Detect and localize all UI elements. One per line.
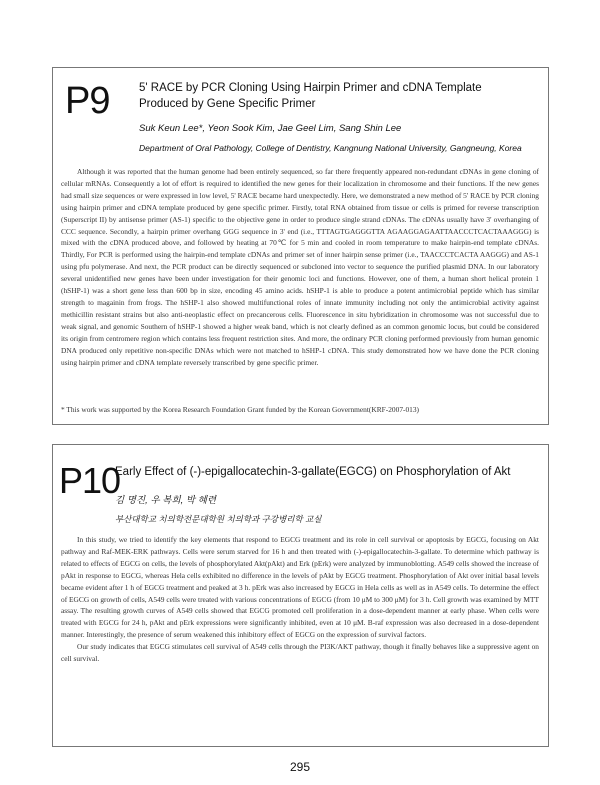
abstract-box-p9: [52, 67, 549, 425]
abstract-affiliation: Department of Oral Pathology, College of Dentistry, Kangnung National University, Gangneung, Korea: [139, 143, 522, 153]
abstract-paragraph: In this study, we tried to identify the key elements that respond to EGCG treatment and its role in cell survival or apoptosis by EGCG, focusing on Akt pathway and Raf-MEK-ERK pathways. Cells were serum starved for 16 h and then treated with (-)-epigallocatechin-3-gallate. To determine which pathway is related to effects of EGCG on cells, the levels of phosphorylated Akt(pAkt) and Erk (pErk) were analyzed by immunoblotting. A549 cells showed the increase of pAkt in response to EGCG, whereas Hela cells exhibited no difference in the levels of pAkt by EGCG treatment. Phosphorylation of Akt over initial basal levels became evident after 1 h of EGCG treatment and peaked at 3 h. pErk was also increased by EGCG in Hela cells as well as in A549 cells. To determine the effect of EGCG on growth of cells, A549 cells were treated with various concentrations of EGCG (from 10 μM to 300 μM) for 3 h. Cell growth was examined by MTT assay. The resulting growth curves of A549 cells showed that EGCG promoted cell proliferation in a dose-dependent manner at early phase. When cells were treated with EGCG for 24 h, pAkt and pErk expressions were significantly inhibited, even at 10 μM. B-raf expression was also decreased in a dose-dependent manner. Interestingly, the presence of serum weakened this inhibitory effect of EGCG on the expression of survival factors.: [61, 535, 539, 640]
abstract-paragraph: Although it was reported that the human genome had been entirely sequenced, so far there frequently appeared non-redundant cDNAs in gene cloning of cellular mRNAs. Consequently a lot of effort is required to identified the new genes for their localization in chromosome and their functions. If the new genes had small size sequences or were expressed in low level, 5' RACE became hard unexpectedly. Here, we demonstrated a new method of 5' RACE by PCR cloning using hairpin primer and cDNA template produced by gene specific primer. Firstly, total RNA obtained from tissue or cells is primed for reverse transcription (Superscript II) by antisense primer (AS-1) specific to the objective gene in order to produce single strand cDNAs. The cDNAs usually have 3' overhanging of CCC sequence. Secondly, a hairpin primer overhang GGG sequence in 3' end (i.e., TTTAGTGAGGGTTA AGAAGGAGAATTAACCCTCACTAAAGGG) is mixed with the cDNA produced above, and followed by heating at 70℃ for 5 min and cooled in room temperature to make hairpin-end template cDNAs. Thirdly, For PCR is performed using the hairpin-end template cDNAs and primer set of inner hairpin sense primer (i.e., TAACCCTCACTA AAGGG) and AS-1 using pfu polymerase. And next, the PCR product can be directly sequenced or subcloned into vector to sequence the purified plasmid DNA. In our laboratory several unidentified new genes have been under investigation for their genomic loci and functions. However, one of them, a human short helical protein 1 (hSHP-1) was a short gene less than 600 bp in size, encoding 45 amino acids. hSHP-1 is able to produce a potent antimicrobial peptide which has similar strength to magainin from frogs. The hSHP-1 also showed multifunctional roles of innate immunity including not only the antimicrobial activity against methicillin resistant strains but also anti-neoplastic effect on precancerous cells. Fluorescence in situ hybridization in chromosome was not successful due to weak signal, and genomic Southern of hSHP-1 showed a higher weak band, which is not clearly defined as an common genomic locus, but could be considered its origin from centromere region which contains less frequent restriction sites. And more, the ordinary PCR cloning performed previously from human genomic DNA produced only repetitive non-specific DNAs which were not matched to hSHP-1 cDNA. This study demonstrated how we have done the PCR cloning using hairpin primer and cDNA template reversely transcribed by gene specific primer.: [61, 167, 539, 367]
abstract-title: 5' RACE by PCR Cloning Using Hairpin Primer and cDNA Template Produced by Gene Specific Primer: [139, 82, 482, 110]
abstract-body: [61, 166, 539, 368]
abstract-body: [61, 534, 539, 665]
abstract-affiliation: 부산대학교 치의학전문대학원 치의학과 구강병리학 교실: [115, 514, 322, 524]
abstract-id: P10: [59, 460, 121, 501]
abstract-authors: 김 명진, 우 복희, 박 혜련: [115, 495, 217, 506]
abstract-paragraph: Our study indicates that EGCG stimulates cell survival of A549 cells through the PI3K/AKT pathway, though it finally behaves like a suppressive agent on cell survival.: [61, 642, 539, 664]
abstract-authors: Suk Keun Lee*, Yeon Sook Kim, Jae Geel Lim, Sang Shin Lee: [139, 123, 402, 134]
abstract-id: P9: [65, 80, 110, 122]
abstract-box-p10: [52, 444, 549, 747]
funding-note: * This work was supported by the Korea Research Foundation Grant funded by the Korean Government(KRF-2007-013): [61, 405, 420, 414]
page-number: 295: [289, 760, 311, 774]
abstract-title: Early Effect of (-)-epigallocatechin-3-gallate(EGCG) on Phosphorylation of Akt: [115, 466, 511, 478]
